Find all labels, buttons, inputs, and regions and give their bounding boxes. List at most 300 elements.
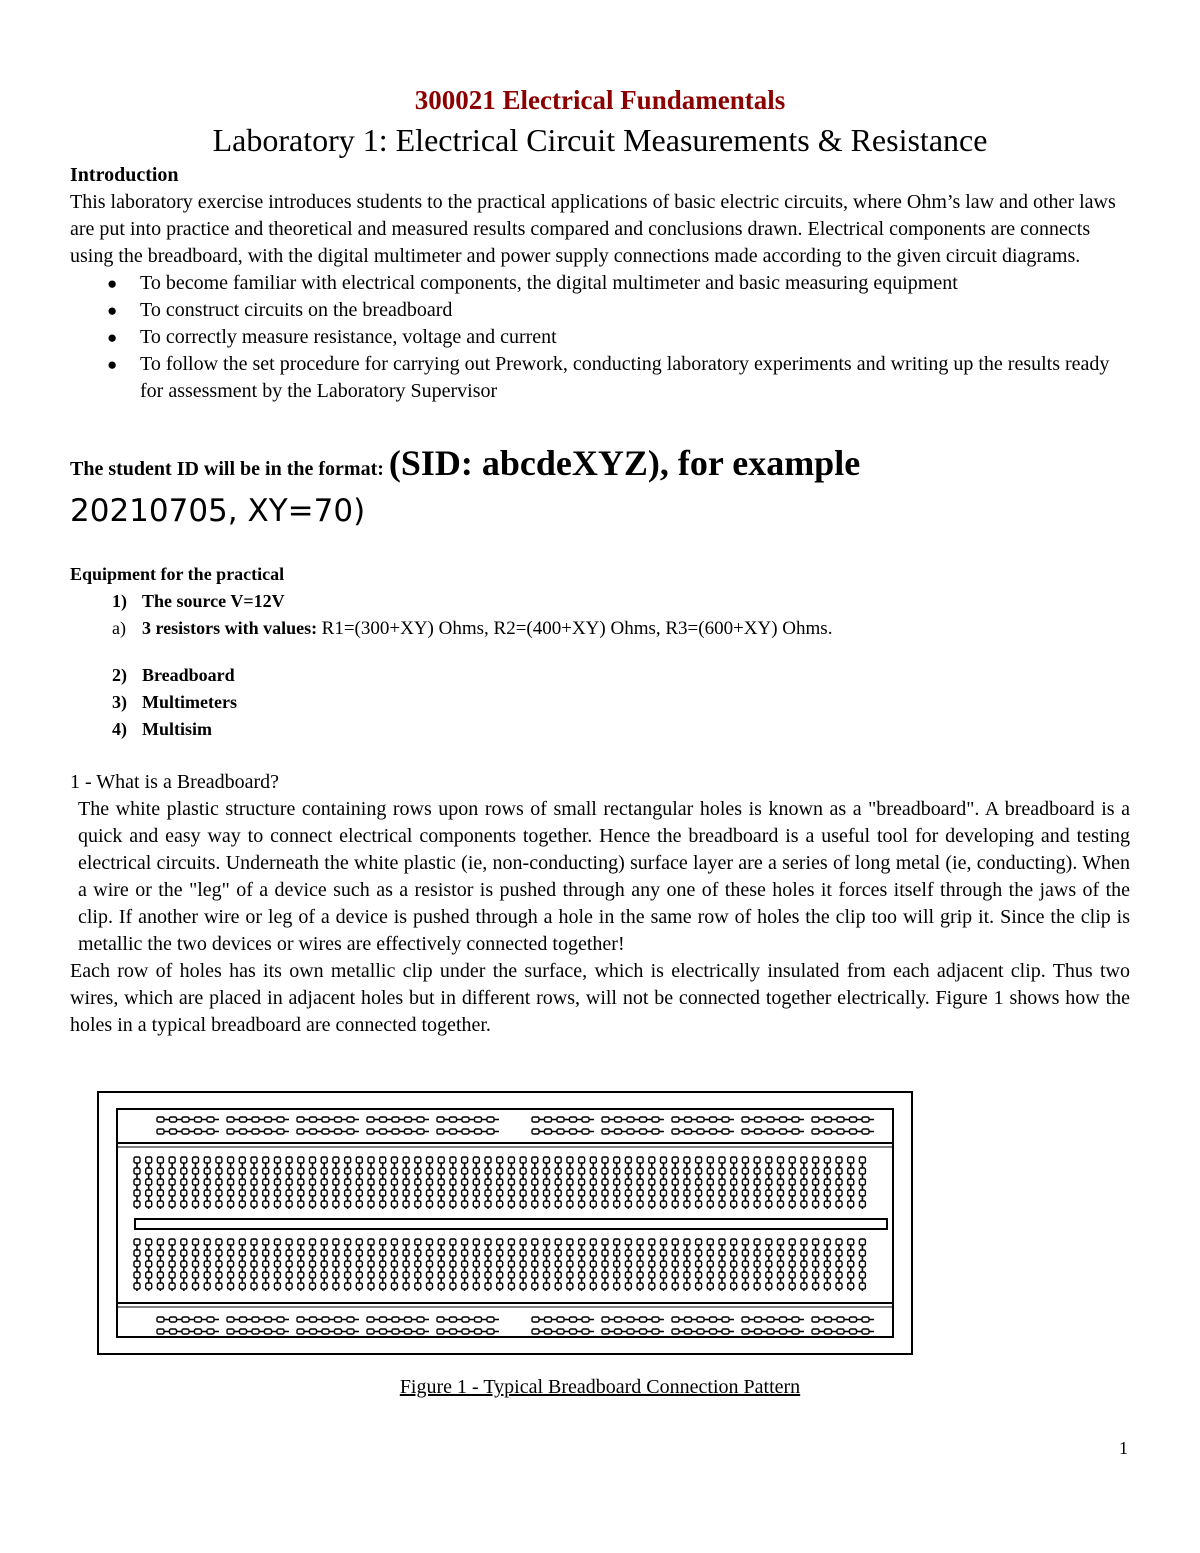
terminal-hole (415, 1261, 421, 1267)
terminal-hole (719, 1283, 725, 1289)
terminal-hole (298, 1239, 304, 1245)
terminal-hole (649, 1261, 655, 1267)
rail-hole (240, 1317, 247, 1322)
terminal-hole (181, 1261, 187, 1267)
terminal-hole (403, 1157, 409, 1163)
terminal-hole (532, 1201, 538, 1207)
terminal-hole (298, 1168, 304, 1174)
rail-hole (780, 1117, 787, 1122)
terminal-hole (684, 1179, 690, 1185)
rail-hole (437, 1129, 444, 1134)
terminal-hole (380, 1201, 386, 1207)
rail-hole (182, 1117, 189, 1122)
terminal-hole (438, 1239, 444, 1245)
terminal-hole (181, 1283, 187, 1289)
terminal-hole (462, 1283, 468, 1289)
terminal-hole (637, 1239, 643, 1245)
terminal-hole (544, 1261, 550, 1267)
terminal-hole (590, 1190, 596, 1196)
terminal-hole (497, 1179, 503, 1185)
terminal-hole (801, 1168, 807, 1174)
terminal-hole (193, 1190, 199, 1196)
terminal-hole (661, 1283, 667, 1289)
terminal-hole (310, 1201, 316, 1207)
terminal-hole (193, 1201, 199, 1207)
rail-hole (557, 1129, 564, 1134)
terminal-hole (380, 1261, 386, 1267)
terminal-hole (532, 1179, 538, 1185)
terminal-hole (345, 1190, 351, 1196)
terminal-hole (274, 1179, 280, 1185)
terminal-hole (204, 1239, 210, 1245)
terminal-hole (274, 1250, 280, 1256)
terminal-hole (637, 1168, 643, 1174)
terminal-hole (251, 1157, 257, 1163)
rail-hole (780, 1317, 787, 1322)
terminal-hole (801, 1201, 807, 1207)
terminal-hole (661, 1179, 667, 1185)
terminal-hole (391, 1283, 397, 1289)
terminal-hole (251, 1168, 257, 1174)
terminal-hole (368, 1201, 374, 1207)
terminal-hole (321, 1283, 327, 1289)
terminal-hole (239, 1168, 245, 1174)
terminal-hole (427, 1157, 433, 1163)
terminal-hole (544, 1272, 550, 1278)
terminal-hole (146, 1239, 152, 1245)
bullet-icon: ● (107, 301, 118, 320)
terminal-hole (742, 1239, 748, 1245)
terminal-hole (696, 1157, 702, 1163)
terminal-hole (544, 1179, 550, 1185)
terminal-hole (204, 1157, 210, 1163)
terminal-hole (321, 1179, 327, 1185)
rail-hole (652, 1317, 659, 1322)
rail-hole (392, 1129, 399, 1134)
terminal-hole (672, 1179, 678, 1185)
terminal-hole (345, 1157, 351, 1163)
terminal-hole (684, 1250, 690, 1256)
terminal-hole (567, 1201, 573, 1207)
rail-hole (710, 1129, 717, 1134)
rail-hole (837, 1329, 844, 1334)
terminal-hole (298, 1261, 304, 1267)
rail-hole (450, 1329, 457, 1334)
terminal-hole (473, 1261, 479, 1267)
terminal-hole (544, 1190, 550, 1196)
terminal-hole (778, 1168, 784, 1174)
terminal-hole (450, 1201, 456, 1207)
terminal-hole (193, 1239, 199, 1245)
rail-hole (685, 1117, 692, 1122)
terminal-hole (731, 1157, 737, 1163)
terminal-hole (696, 1239, 702, 1245)
terminal-hole (157, 1250, 163, 1256)
rail-hole (710, 1317, 717, 1322)
rail-hole (615, 1329, 622, 1334)
terminal-hole (193, 1283, 199, 1289)
terminal-hole (672, 1272, 678, 1278)
terminal-hole (567, 1261, 573, 1267)
terminal-hole (614, 1283, 620, 1289)
terminal-hole (134, 1201, 140, 1207)
terminal-hole (859, 1261, 865, 1267)
terminal-hole (555, 1190, 561, 1196)
rail-hole (405, 1329, 412, 1334)
terminal-hole (520, 1179, 526, 1185)
terminal-hole (263, 1261, 269, 1267)
terminal-hole (239, 1201, 245, 1207)
terminal-hole (836, 1179, 842, 1185)
terminal-hole (625, 1179, 631, 1185)
breadboard-heading: 1 - What is a Breadboard? (70, 771, 279, 793)
rail-hole (742, 1317, 749, 1322)
terminal-hole (263, 1168, 269, 1174)
terminal-hole (251, 1261, 257, 1267)
terminal-hole (789, 1179, 795, 1185)
terminal-hole (836, 1261, 842, 1267)
rail-hole (825, 1117, 832, 1122)
terminal-hole (497, 1157, 503, 1163)
terminal-hole (567, 1190, 573, 1196)
terminal-hole (333, 1261, 339, 1267)
rail-hole (825, 1317, 832, 1322)
rail-hole (170, 1329, 177, 1334)
terminal-hole (801, 1239, 807, 1245)
terminal-hole (391, 1179, 397, 1185)
terminal-hole (778, 1190, 784, 1196)
terminal-hole (661, 1168, 667, 1174)
rail-hole (672, 1329, 679, 1334)
rail-hole (792, 1317, 799, 1322)
terminal-hole (824, 1190, 830, 1196)
terminal-hole (485, 1190, 491, 1196)
terminal-hole (310, 1190, 316, 1196)
terminal-hole (766, 1179, 772, 1185)
terminal-hole (801, 1250, 807, 1256)
terminal-hole (614, 1168, 620, 1174)
rail-hole (767, 1317, 774, 1322)
terminal-hole (766, 1190, 772, 1196)
rail-hole (545, 1117, 552, 1122)
rail-hole (722, 1129, 729, 1134)
terminal-hole (625, 1201, 631, 1207)
terminal-hole (239, 1272, 245, 1278)
terminal-hole (403, 1179, 409, 1185)
terminal-hole (520, 1190, 526, 1196)
terminal-hole (497, 1239, 503, 1245)
terminal-hole (707, 1157, 713, 1163)
terminal-hole (134, 1283, 140, 1289)
terminal-hole (169, 1157, 175, 1163)
terminal-hole (310, 1157, 316, 1163)
terminal-hole (707, 1201, 713, 1207)
terminal-hole (637, 1201, 643, 1207)
terminal-hole (473, 1283, 479, 1289)
terminal-hole (204, 1201, 210, 1207)
rail-hole (347, 1329, 354, 1334)
rail-hole (780, 1129, 787, 1134)
rail-hole (812, 1317, 819, 1322)
terminal-hole (134, 1250, 140, 1256)
terminal-hole (544, 1283, 550, 1289)
terminal-hole (544, 1250, 550, 1256)
terminal-hole (368, 1179, 374, 1185)
terminal-hole (310, 1239, 316, 1245)
objective-item: ● To become familiar with electrical components, the digital multimeter and basic measuring equipment (140, 270, 1130, 297)
terminal-hole (345, 1250, 351, 1256)
rail-hole (207, 1317, 214, 1322)
terminal-hole (251, 1250, 257, 1256)
terminal-hole (801, 1283, 807, 1289)
rail-hole (742, 1329, 749, 1334)
terminal-hole (508, 1190, 514, 1196)
rail-hole (640, 1329, 647, 1334)
terminal-hole (555, 1239, 561, 1245)
terminal-hole (427, 1261, 433, 1267)
terminal-hole (637, 1157, 643, 1163)
student-id-lead: The student ID will be in the format: (70, 458, 389, 480)
terminal-hole (251, 1283, 257, 1289)
terminal-hole (813, 1250, 819, 1256)
terminal-hole (228, 1179, 234, 1185)
terminal-hole (263, 1179, 269, 1185)
rail-hole (277, 1129, 284, 1134)
rail-hole (380, 1329, 387, 1334)
terminal-hole (649, 1283, 655, 1289)
terminal-hole (637, 1261, 643, 1267)
terminal-hole (462, 1201, 468, 1207)
breadboard-paragraph-1: The white plastic structure containing rows upon rows of small rectangular holes is known as a "breadboard". A breadboard is a quick and easy way to connect electrical components together. Hence the breadboard is a useful tool for developing and testing electrical circuits. Underneath the white plastic (ie, non-conducting) surface layer are a series of long metal (ie, conducting). When a wire or the "leg" of a device such as a resistor is pushed through any one of these holes it forces itself through the jaws of the clip. If another wire or leg of a device is pushed through a hole in the same row of holes the clip too will grip it. Since the clip is metallic the two devices or wires are effectively connected together! (78, 798, 1130, 955)
terminal-hole (473, 1168, 479, 1174)
terminal-hole (438, 1261, 444, 1267)
terminal-hole (649, 1179, 655, 1185)
terminal-hole (555, 1283, 561, 1289)
terminal-hole (789, 1250, 795, 1256)
terminal-hole (310, 1272, 316, 1278)
rail-hole (227, 1129, 234, 1134)
terminal-hole (345, 1179, 351, 1185)
rail-hole (297, 1117, 304, 1122)
terminal-hole (263, 1157, 269, 1163)
terminal-hole (508, 1201, 514, 1207)
terminal-hole (427, 1250, 433, 1256)
terminal-hole (450, 1272, 456, 1278)
terminal-hole (181, 1179, 187, 1185)
terminal-hole (310, 1250, 316, 1256)
terminal-hole (684, 1283, 690, 1289)
lab-title: Laboratory 1: Electrical Circuit Measurements & Resistance (212, 122, 988, 158)
terminal-hole (848, 1239, 854, 1245)
rail-hole (532, 1329, 539, 1334)
terminal-hole (228, 1261, 234, 1267)
rail-hole (640, 1117, 647, 1122)
terminal-hole (754, 1201, 760, 1207)
terminal-hole (333, 1168, 339, 1174)
terminal-hole (286, 1179, 292, 1185)
terminal-hole (298, 1283, 304, 1289)
rail-hole (462, 1129, 469, 1134)
terminal-hole (579, 1250, 585, 1256)
terminal-hole (520, 1201, 526, 1207)
terminal-hole (146, 1261, 152, 1267)
terminal-hole (216, 1261, 222, 1267)
terminal-hole (555, 1179, 561, 1185)
rail-hole (182, 1129, 189, 1134)
terminal-hole (731, 1250, 737, 1256)
rail-hole (615, 1117, 622, 1122)
rail-hole (602, 1317, 609, 1322)
rail-hole (710, 1117, 717, 1122)
objective-item: ● To construct circuits on the breadboard (140, 297, 1130, 324)
terminal-hole (146, 1168, 152, 1174)
terminal-hole (719, 1201, 725, 1207)
terminal-hole (169, 1283, 175, 1289)
terminal-hole (462, 1239, 468, 1245)
terminal-hole (450, 1250, 456, 1256)
terminal-hole (251, 1190, 257, 1196)
terminal-hole (286, 1250, 292, 1256)
terminal-hole (579, 1272, 585, 1278)
equipment-item: 4) Multisim (112, 719, 212, 739)
terminal-hole (298, 1179, 304, 1185)
terminal-hole (204, 1190, 210, 1196)
terminal-hole (579, 1261, 585, 1267)
student-id-format: (SID: abcdeXYZ), for example (388, 443, 861, 483)
terminal-hole (579, 1168, 585, 1174)
terminal-hole (286, 1239, 292, 1245)
terminal-hole (742, 1283, 748, 1289)
rail-hole (557, 1117, 564, 1122)
terminal-hole (672, 1157, 678, 1163)
terminal-hole (462, 1179, 468, 1185)
rail-hole (475, 1317, 482, 1322)
terminal-hole (157, 1272, 163, 1278)
terminal-hole (298, 1201, 304, 1207)
terminal-hole (321, 1168, 327, 1174)
terminal-hole (193, 1179, 199, 1185)
terminal-hole (216, 1250, 222, 1256)
terminal-hole (228, 1272, 234, 1278)
terminal-hole (696, 1272, 702, 1278)
terminal-hole (824, 1157, 830, 1163)
terminal-hole (333, 1201, 339, 1207)
terminal-hole (380, 1272, 386, 1278)
rail-hole (157, 1329, 164, 1334)
terminal-hole (567, 1239, 573, 1245)
terminal-hole (731, 1179, 737, 1185)
terminal-hole (251, 1201, 257, 1207)
terminal-hole (391, 1190, 397, 1196)
terminal-hole (824, 1272, 830, 1278)
terminal-hole (696, 1190, 702, 1196)
terminal-hole (157, 1283, 163, 1289)
rail-hole (170, 1317, 177, 1322)
terminal-hole (555, 1157, 561, 1163)
terminal-hole (216, 1239, 222, 1245)
terminal-hole (415, 1272, 421, 1278)
rail-hole (672, 1129, 679, 1134)
terminal-hole (579, 1283, 585, 1289)
terminal-hole (672, 1261, 678, 1267)
terminal-hole (625, 1283, 631, 1289)
terminal-hole (462, 1157, 468, 1163)
terminal-hole (602, 1157, 608, 1163)
terminal-hole (146, 1190, 152, 1196)
rail-hole (850, 1317, 857, 1322)
terminal-hole (637, 1283, 643, 1289)
terminal-hole (637, 1272, 643, 1278)
terminal-hole (310, 1168, 316, 1174)
terminal-hole (824, 1168, 830, 1174)
terminal-hole (450, 1261, 456, 1267)
rail-hole (627, 1317, 634, 1322)
rail-hole (450, 1129, 457, 1134)
terminal-hole (707, 1250, 713, 1256)
terminal-hole (661, 1190, 667, 1196)
terminal-hole (427, 1201, 433, 1207)
terminal-hole (415, 1283, 421, 1289)
terminal-hole (696, 1179, 702, 1185)
rail-hole (685, 1129, 692, 1134)
terminal-hole (789, 1157, 795, 1163)
rail-hole (475, 1329, 482, 1334)
terminal-hole (742, 1157, 748, 1163)
terminal-hole (298, 1157, 304, 1163)
terminal-hole (274, 1239, 280, 1245)
rail-hole (755, 1329, 762, 1334)
terminal-hole (228, 1201, 234, 1207)
terminal-hole (274, 1157, 280, 1163)
terminal-hole (146, 1283, 152, 1289)
terminal-hole (169, 1239, 175, 1245)
terminal-hole (193, 1168, 199, 1174)
terminal-hole (473, 1201, 479, 1207)
center-channel (135, 1219, 887, 1229)
terminal-hole (427, 1179, 433, 1185)
terminal-hole (625, 1261, 631, 1267)
rail-hole (392, 1329, 399, 1334)
terminal-hole (602, 1261, 608, 1267)
terminal-hole (555, 1272, 561, 1278)
terminal-hole (742, 1190, 748, 1196)
rail-hole (462, 1329, 469, 1334)
terminal-hole (321, 1190, 327, 1196)
rail-hole (570, 1117, 577, 1122)
rail-hole (380, 1129, 387, 1134)
terminal-hole (333, 1283, 339, 1289)
terminal-hole (836, 1190, 842, 1196)
rail-hole (265, 1317, 272, 1322)
page-number: 1 (1119, 1438, 1128, 1458)
terminal-hole (380, 1250, 386, 1256)
terminal-hole (321, 1157, 327, 1163)
rail-hole (792, 1329, 799, 1334)
rail-hole (652, 1129, 659, 1134)
terminal-hole (848, 1168, 854, 1174)
terminal-hole (204, 1283, 210, 1289)
terminal-hole (836, 1168, 842, 1174)
rail-hole (157, 1317, 164, 1322)
terminal-hole (602, 1190, 608, 1196)
terminal-hole (859, 1250, 865, 1256)
terminal-hole (391, 1250, 397, 1256)
terminal-hole (590, 1201, 596, 1207)
terminal-hole (579, 1157, 585, 1163)
terminal-hole (661, 1261, 667, 1267)
terminal-hole (450, 1168, 456, 1174)
terminal-hole (544, 1239, 550, 1245)
